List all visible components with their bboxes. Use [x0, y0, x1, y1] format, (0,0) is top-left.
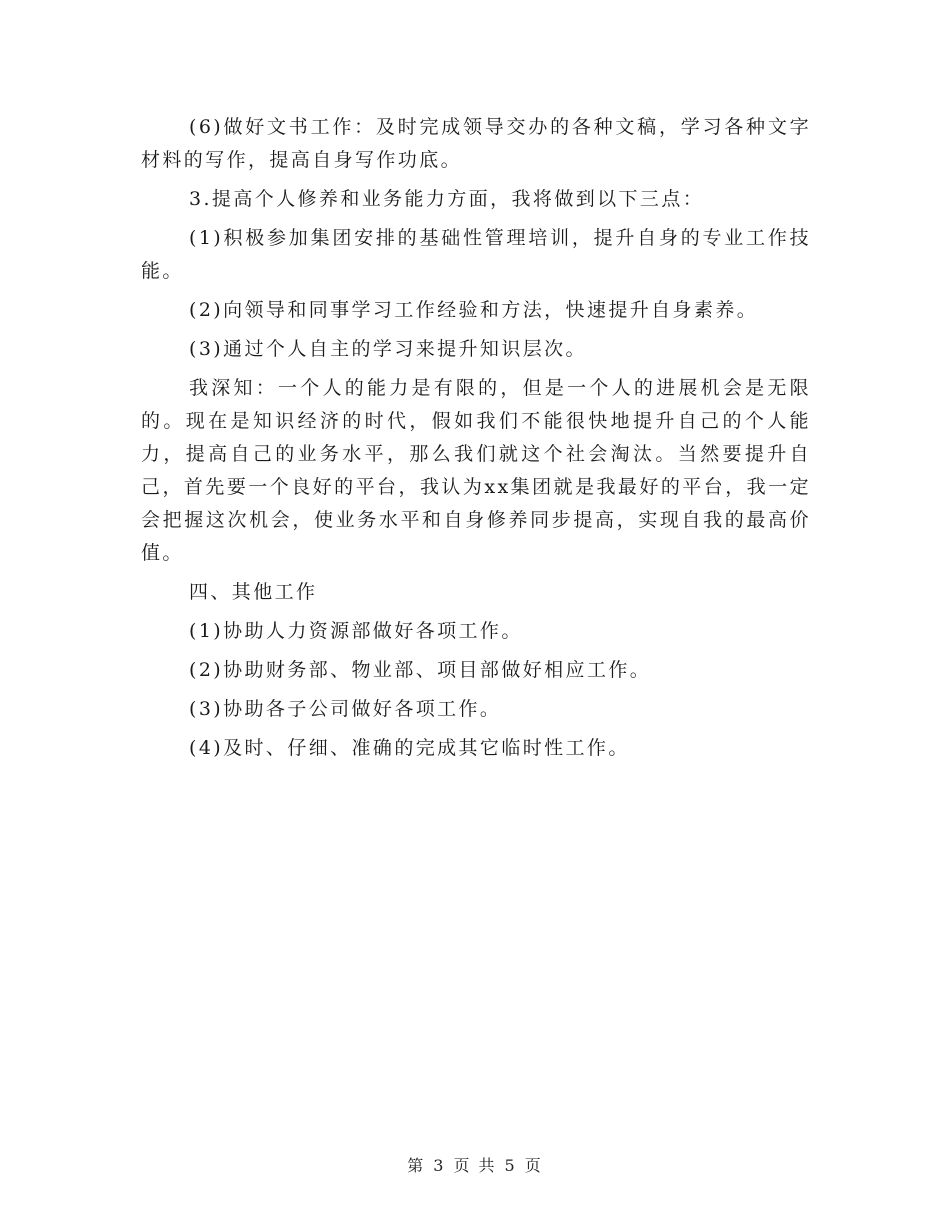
footer-suffix: 页 — [524, 1156, 543, 1175]
paragraph-reflection: 我深知：一个人的能力是有限的，但是一个人的进展机会是无限的。现在是知识经济的时代，假如我们不能很快地提升自己的个人能力，提高自己的业务水平，那么我们就这个社会淘汰。当然要提升自己，首先要一个良好的平台，我认为xx集团就是我最好的平台，我一定会把握这次机会，使业务水平和自身修养同步提高，实现自我的最高价值。 — [141, 377, 811, 564]
paragraph-other-item-3: (3)协助各子公司做好各项工作。 — [189, 698, 502, 720]
footer-prefix: 第 — [407, 1156, 426, 1175]
paragraph-item-2-learning: (2)向领导和同事学习工作经验和方法，快速提升自身素养。 — [189, 299, 759, 321]
paragraph-other-item-1: (1)协助人力资源部做好各项工作。 — [189, 620, 523, 642]
paragraph-section-4-heading: 四、其他工作 — [189, 581, 318, 603]
paragraph-item-1-training: (1)积极参加集团安排的基础性管理培训，提升自身的专业工作技能。 — [141, 227, 811, 282]
paragraph-item-3-self-study: (3)通过个人自主的学习来提升知识层次。 — [189, 338, 587, 360]
page-number-footer — [0, 1153, 950, 1176]
paragraph-other-item-4: (4)及时、仔细、准确的完成其它临时性工作。 — [189, 737, 630, 759]
paragraph-other-item-2: (2)协助财务部、物业部、项目部做好相应工作。 — [189, 659, 652, 681]
document-body — [141, 111, 811, 771]
paragraph-section-3-heading: 3.提高个人修养和业务能力方面，我将做到以下三点： — [189, 188, 705, 210]
footer-middle: 页 共 — [453, 1156, 497, 1175]
paragraph-item-6-clerical-work: (6)做好文书工作：及时完成领导交办的各种文稿，学习各种文字材料的写作，提高自身写作功底。 — [141, 116, 811, 171]
footer-total-pages: 5 — [504, 1156, 517, 1175]
footer-current-page: 3 — [433, 1156, 446, 1175]
